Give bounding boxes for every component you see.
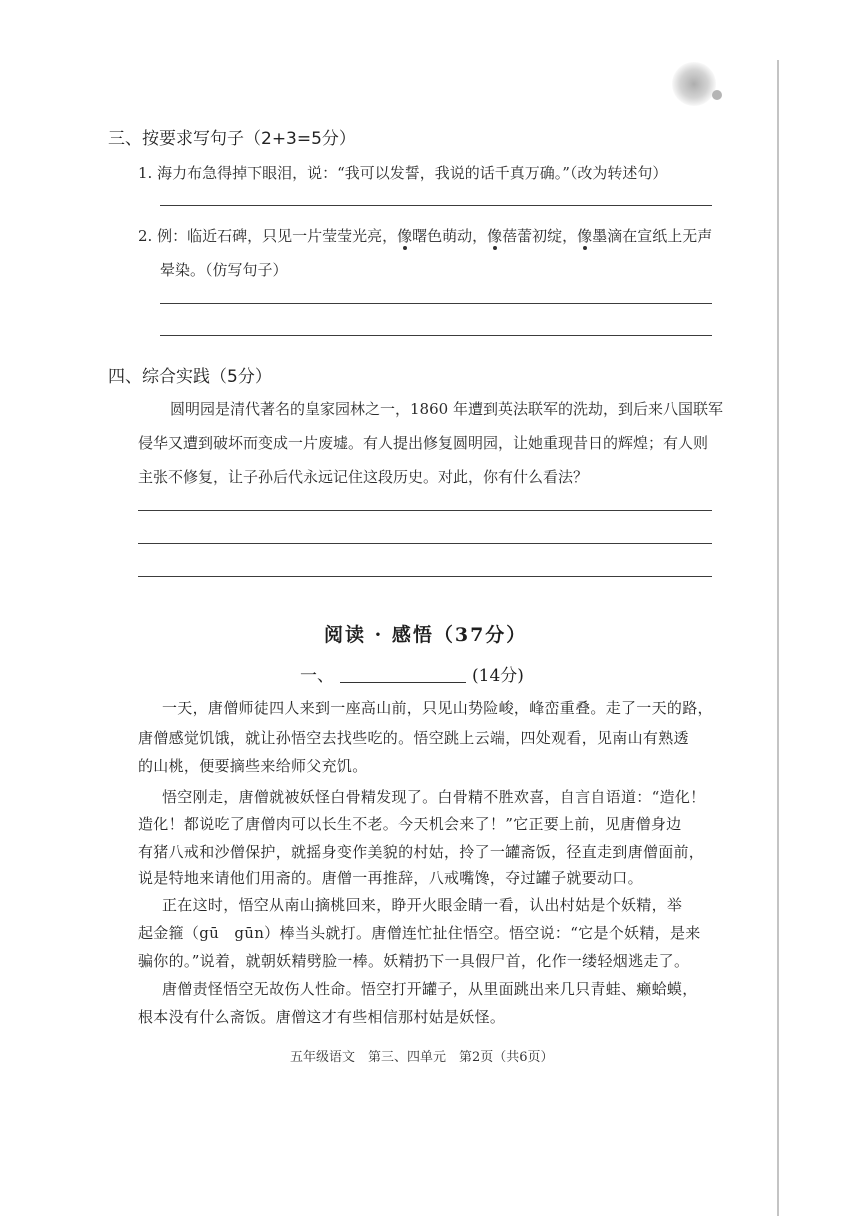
part-number: 一、 xyxy=(300,666,334,686)
scan-smudge-dot xyxy=(712,90,722,100)
answer-line[interactable] xyxy=(138,510,712,511)
question-2-text: 墨滴在宣纸上无声 xyxy=(592,227,713,245)
story-line: 正在这时，悟空从南山摘桃回来，睁开火眼金睛一看，认出村姑是个妖精，举 xyxy=(162,896,683,914)
story-line: 一天，唐僧师徒四人来到一座高山前，只见山势险峻，峰峦重叠。走了一天的路， xyxy=(162,699,713,717)
story-line: 有猪八戒和沙僧保护，就摇身变作美貌的村姑，拎了一罐斋饭，径直走到唐僧面前， xyxy=(138,843,705,861)
answer-line[interactable] xyxy=(160,335,712,336)
scan-edge-line xyxy=(777,60,779,1216)
page-footer: 五年级语文 第三、四单元 第2页（共6页） xyxy=(290,1050,554,1065)
story-line: 造化！都说吃了唐僧肉可以长生不老。今天机会来了！”它正要上前，见唐僧身边 xyxy=(138,815,682,833)
story-line: 根本没有什么斋饭。唐僧这才有些相信那村姑是妖怪。 xyxy=(138,1008,506,1026)
emphasis-char: 像 xyxy=(487,227,503,245)
answer-line[interactable] xyxy=(160,303,712,304)
question-2-number: 2. xyxy=(138,227,153,245)
story-line: 唐僧责怪悟空无故伤人性命。悟空打开罐子，从里面跳出来几只青蛙、癞蛤蟆， xyxy=(162,980,698,998)
story-line: 起金箍（gū gūn）棒当头就打。唐僧连忙扯住悟空。悟空说：“它是个妖精，是来 xyxy=(138,924,701,942)
question-2 xyxy=(138,225,712,246)
answer-line[interactable] xyxy=(160,205,712,206)
part-score: (14分) xyxy=(472,666,524,686)
story-line: 说是特地来请他们用斋的。唐僧一再推辞，八戒嘴馋，夺过罐子就要动口。 xyxy=(138,869,643,887)
question-2-text: 蓓蕾初绽， xyxy=(502,227,578,245)
story-line: 唐僧感觉饥饿，就让孙悟空去找些吃的。悟空跳上云端，四处观看，见南山有熟透 xyxy=(138,729,689,747)
scan-smudge xyxy=(672,62,716,106)
question-1: 1. 海力布急得掉下眼泪，说：“我可以发誓，我说的话千真万确。”（改为转述句） xyxy=(138,164,668,182)
section3-title: 三、按要求写句子（2+3=5分） xyxy=(108,129,356,149)
question-2-text: 曙色萌动， xyxy=(412,227,488,245)
story-line: 骗你的。”说着，就朝妖精劈脸一棒。妖精扔下一具假尸首，化作一缕轻烟逃走了。 xyxy=(138,952,690,970)
story-line: 的山桃，便要摘些来给师父充饥。 xyxy=(138,757,368,775)
answer-line[interactable] xyxy=(138,543,712,544)
section4-para-line: 圆明园是清代著名的皇家园林之一，1860 年遭到英法联军的洗劫，到后来八国联军 xyxy=(170,400,723,418)
question-2-text: 例：临近石碑，只见一片莹莹光亮， xyxy=(157,227,398,245)
section4-para-line: 侵华又遭到破坏而变成一片废墟。有人提出修复圆明园，让她重现昔日的辉煌；有人则 xyxy=(138,434,709,452)
section4-para-line: 主张不修复，让子孙后代永远记住这段历史。对此，你有什么看法？ xyxy=(138,468,589,486)
emphasis-char: 像 xyxy=(397,227,413,245)
answer-line[interactable] xyxy=(138,576,712,577)
title-blank[interactable] xyxy=(340,666,466,683)
story-line: 悟空刚走，唐僧就被妖怪白骨精发现了。白骨精不胜欢喜，自言自语道：“造化！ xyxy=(162,788,706,806)
section4-title: 四、综合实践（5分） xyxy=(108,367,272,387)
question-2-line2: 晕染。（仿写句子） xyxy=(160,261,288,279)
emphasis-char: 像 xyxy=(577,227,593,245)
reading-part-heading xyxy=(300,661,524,686)
reading-title: 阅读 · 感悟（37分） xyxy=(324,624,528,646)
